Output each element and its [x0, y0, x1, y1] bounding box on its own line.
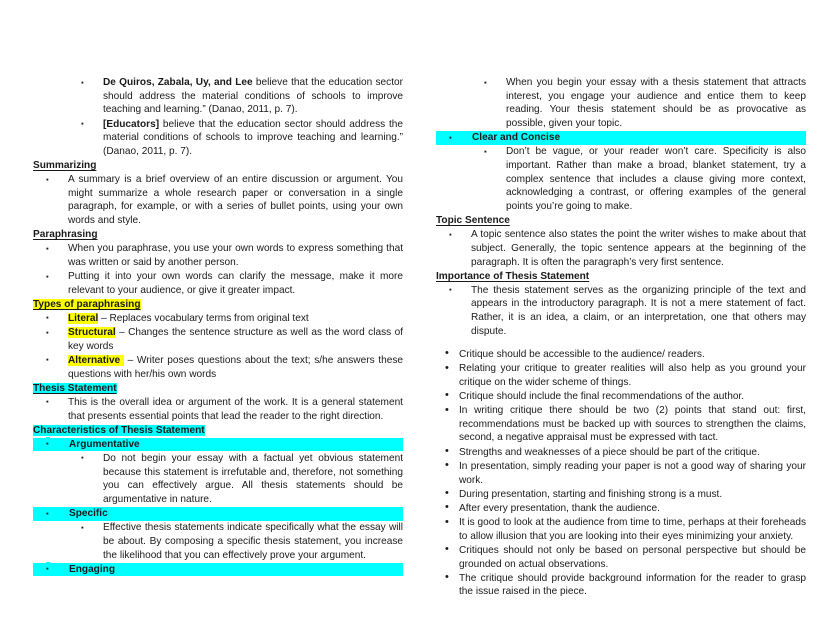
list-item: • In writing critique there should be two (2) points that stand out: first, recommendations must be backed up with sources to strengthen the claims, second, a negative appraisal must be expressed with tact.	[436, 404, 806, 445]
heading-thesis-statement: Thesis Statement	[33, 382, 117, 394]
list-item: ▪ Putting it into your own words can clarify the message, make it more relevant to your audience, or give it greater impact.	[33, 270, 403, 297]
heading-importance-of-thesis-statement: Importance of Thesis Statement	[436, 270, 590, 282]
list-item	[68, 118, 403, 159]
list-item: • After every presentation, thank the audience.	[436, 502, 806, 516]
section-spacer	[425, 339, 806, 348]
importance-bullet-list	[425, 284, 806, 339]
heading-summarizing: Summarizing	[33, 160, 97, 172]
characteristic-label-argumentative: ▪ Argumentative	[33, 438, 403, 452]
list-item	[33, 326, 403, 353]
two-column-layout	[22, 76, 806, 600]
list-item: • The critique should provide background information for the reader to grasp the issue raised in the piece.	[436, 572, 806, 599]
heading-types-of-paraphrasing: Types of paraphrasing	[33, 298, 141, 310]
list-item: ▪ A summary is a brief overview of an entire discussion or argument. You might summarize a whole research paper or conversation in a single paragraph, for example, or with a series of bullet points, using your own words and style.	[33, 173, 403, 228]
list-item	[33, 312, 403, 326]
heading-paraphrasing: Paraphrasing	[33, 229, 98, 241]
list-item: • Critiques should not only be based on personal perspective but should be grounded on actual observations.	[436, 544, 806, 571]
term-literal: Literal	[68, 312, 99, 324]
summarizing-bullet-list	[22, 173, 403, 228]
critique-bullet-list	[425, 348, 806, 599]
term-definition: – Changes the sentence structure as well as the word class of key words	[68, 327, 403, 352]
quote-author-bold: De Quiros, Zabala, Uy, and Lee	[103, 77, 253, 88]
list-item: ▪ Do not begin your essay with a factual yet obvious statement because this statement is irrefutable and, therefore, not something you can effectively argue. All thesis statements should be argumentative in nature.	[68, 452, 403, 507]
list-item: • During presentation, starting and finishing strong is a must.	[436, 488, 806, 502]
list-item: ▪ A topic sentence also states the point the writer wishes to make about that subject. Generally, the topic sentence appears at the beginning of the paragraph. It is often the paragraph’s very first sentence.	[436, 228, 806, 269]
list-item	[33, 354, 403, 381]
topic-sentence-bullet-list	[425, 228, 806, 269]
characteristic-label-clear-and-concise: ▪ Clear and Concise	[436, 131, 806, 145]
characteristic-label-engaging: ▪ Engaging	[33, 563, 403, 577]
term-definition: – Writer poses questions about the text; s/he answers these questions with her/his own words	[68, 354, 404, 380]
characteristics-list-engaging	[22, 563, 403, 577]
types-of-paraphrasing-list	[22, 312, 403, 381]
list-item: ▪ When you paraphrase, you use your own words to express something that was written or said by another person.	[33, 242, 403, 269]
list-item: ▪ The thesis statement serves as the organizing principle of the text and appears in the introductory paragraph. It is not a mere statement of fact. Rather, it is an idea, a claim, or an interpretation, one that others may dispute.	[436, 284, 806, 339]
term-structural: Structural	[68, 327, 116, 339]
quote-text: believe that the education sector should address the material conditions of schools to improve teaching and learning.” (Danao, 2011, p. 7).	[103, 77, 403, 116]
quote-bullet-list	[22, 76, 403, 159]
heading-characteristics-of-thesis-statement: Characteristics of Thesis Statement	[33, 424, 205, 436]
list-item: • It is good to look at the audience from time to time, perhaps at their foreheads to allow illusion that you are looking into their eyes minimizing your anxiety.	[436, 516, 806, 543]
list-item: • Strengths and weaknesses of a piece should be part of the critique.	[436, 446, 806, 460]
left-column	[22, 76, 403, 577]
list-item: ▪ Don’t be vague, or your reader won’t care. Specificity is also important. Rather than make a broad, blanket statement, try a complex sentence that includes a clause giving more context, acknowledging a contrast, or offering examples of the general points you’re going to make.	[471, 145, 806, 213]
right-column	[425, 76, 806, 600]
characteristic-label-specific: ▪ Specific	[33, 507, 403, 521]
clear-and-concise-label-list	[425, 131, 806, 145]
term-alternative: Alternative	[68, 354, 121, 366]
paraphrasing-bullet-list	[22, 242, 403, 297]
clear-and-concise-body-list	[425, 145, 806, 213]
term-definition: – Replaces vocabulary terms from original text	[98, 312, 309, 324]
characteristics-list-specific	[22, 507, 403, 521]
specific-body-list	[22, 521, 403, 562]
heading-topic-sentence: Topic Sentence	[436, 215, 510, 227]
quote-text: believe that the education sector should address the material conditions of schools to improve teaching and learning.” (Danao, 2011, p. 7).	[103, 118, 403, 157]
engaging-body-list	[425, 76, 806, 131]
list-item: • In presentation, simply reading your paper is not a good way of sharing your work.	[436, 460, 806, 487]
list-item	[68, 76, 403, 117]
argumentative-body-list	[22, 452, 403, 507]
list-item: • Critique should include the final recommendations of the author.	[436, 390, 806, 404]
list-item: • Critique should be accessible to the audience/ readers.	[436, 348, 806, 362]
list-item: • Relating your critique to greater realities will also help as you ground your critique on the wider scheme of things.	[436, 362, 806, 389]
list-item: ▪ Effective thesis statements indicate specifically what the essay will be about. By composing a specific thesis statement, you increase the likelihood that you can effectively prove your argument.	[68, 521, 403, 562]
characteristics-list	[22, 438, 403, 452]
quote-bracket-bold: [Educators]	[103, 118, 160, 130]
thesis-statement-bullet-list	[22, 396, 403, 423]
list-item: ▪ This is the overall idea or argument of the work. It is a general statement that presents essential points that lead the reader to the right direction.	[33, 396, 403, 423]
list-item: ▪ When you begin your essay with a thesis statement that attracts interest, you engage your audience and entice them to keep reading. Your thesis statement should be as provocative as possible, given your topic.	[471, 76, 806, 131]
